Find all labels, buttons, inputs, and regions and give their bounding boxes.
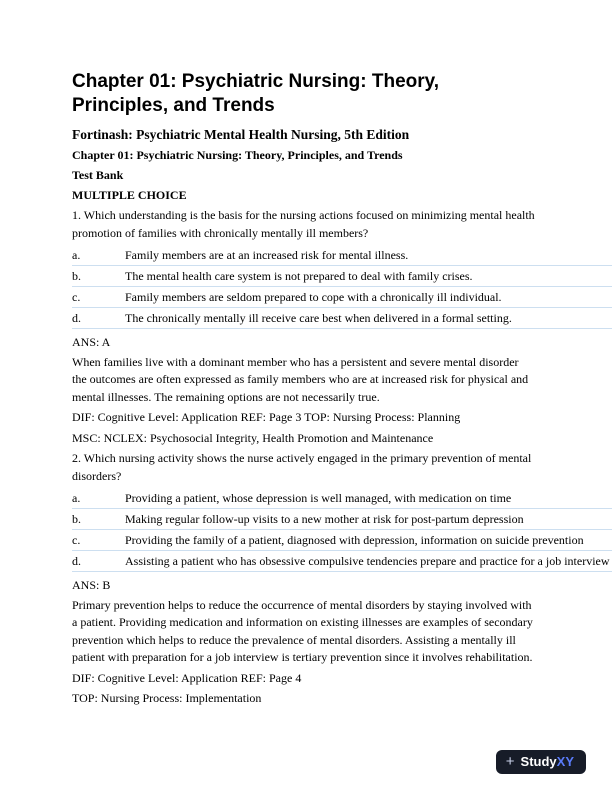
question-stem: 2. Which nursing activity shows the nurse actively engaged in the primary prevention of mental disorders? <box>72 451 532 483</box>
plus-icon: + <box>505 753 515 770</box>
option-text: Providing the family of a patient, diagnosed with depression, information on suicide prevention <box>125 532 584 547</box>
options-list <box>72 245 612 329</box>
question-stem: 1. Which understanding is the basis for the nursing actions focused on minimizing mental health promotion of families with chronically mentally ill members? <box>72 208 535 240</box>
logo-text-accent: XY <box>556 754 574 769</box>
option-row <box>72 266 612 287</box>
option-letter: d. <box>72 310 81 325</box>
question-block-1 <box>72 207 612 447</box>
option-row <box>72 551 612 572</box>
answer-line: ANS: B <box>72 578 111 592</box>
option-row <box>72 308 612 329</box>
chapter-heading: Chapter 01: Psychiatric Nursing: Theory, Principles, and Trends <box>72 148 403 162</box>
option-letter: c. <box>72 289 81 304</box>
rationale-text: When families live with a dominant member who has a persistent and severe mental disorder the outcomes are often expressed as family members who are at increased risk for physical and mental illnesses. The remaining options are not necessarily true. <box>72 354 529 404</box>
logo-text: Study <box>520 754 557 769</box>
section-heading: MULTIPLE CHOICE <box>72 188 187 202</box>
option-letter: a. <box>72 490 81 505</box>
option-text: The mental health care system is not prepared to deal with family crises. <box>125 268 473 283</box>
option-text: Making regular follow-up visits to a new mother at risk for post-partum depression <box>125 511 524 526</box>
meta-line-msc: MSC: NCLEX: Psychosocial Integrity, Health Promotion and Maintenance <box>72 430 434 445</box>
option-text: Providing a patient, whose depression is well managed, with medication on time <box>125 490 512 505</box>
option-row <box>72 245 612 266</box>
option-text: Family members are at an increased risk for mental illness. <box>125 247 409 262</box>
option-text: Family members are seldom prepared to cope with a chronically ill individual. <box>125 289 502 304</box>
meta-line-dif: DIF: Cognitive Level: Application REF: Page 4 <box>72 670 302 685</box>
rationale-text: Primary prevention helps to reduce the occurrence of mental disorders by staying involved with a patient. Providing medication and information on existing illnesses are examples of secondary prevention which helps to reduce the prevalence of mental disorders. Assisting a mentally ill patient with preparation for a job interview is tertiary prevention since it involves rehabilitation. <box>72 597 533 664</box>
question-block-2 <box>72 450 612 708</box>
meta-line-top: TOP: Nursing Process: Implementation <box>72 691 262 705</box>
studyxy-logo <box>496 750 586 774</box>
option-letter: c. <box>72 532 81 547</box>
option-letter: b. <box>72 268 81 283</box>
answer-line: ANS: A <box>72 335 111 349</box>
options-list <box>72 488 612 572</box>
meta-line-dif: DIF: Cognitive Level: Application REF: Page 3 TOP: Nursing Process: Planning <box>72 410 461 424</box>
option-letter: a. <box>72 247 81 262</box>
option-row <box>72 509 612 530</box>
option-row <box>72 287 612 308</box>
book-title: Fortinash: Psychiatric Mental Health Nursing, 5th Edition <box>72 127 410 142</box>
option-text: The chronically mentally ill receive care best when delivered in a formal setting. <box>125 310 512 325</box>
option-letter: d. <box>72 553 81 568</box>
page-title: Chapter 01: Psychiatric Nursing: Theory, Principles, and Trends <box>72 71 440 116</box>
option-text: Assisting a patient who has obsessive compulsive tendencies prepare and practice for a job interview <box>125 553 610 568</box>
option-letter: b. <box>72 511 81 526</box>
option-row <box>72 530 612 551</box>
test-bank-label: Test Bank <box>72 168 124 182</box>
option-row <box>72 488 612 509</box>
